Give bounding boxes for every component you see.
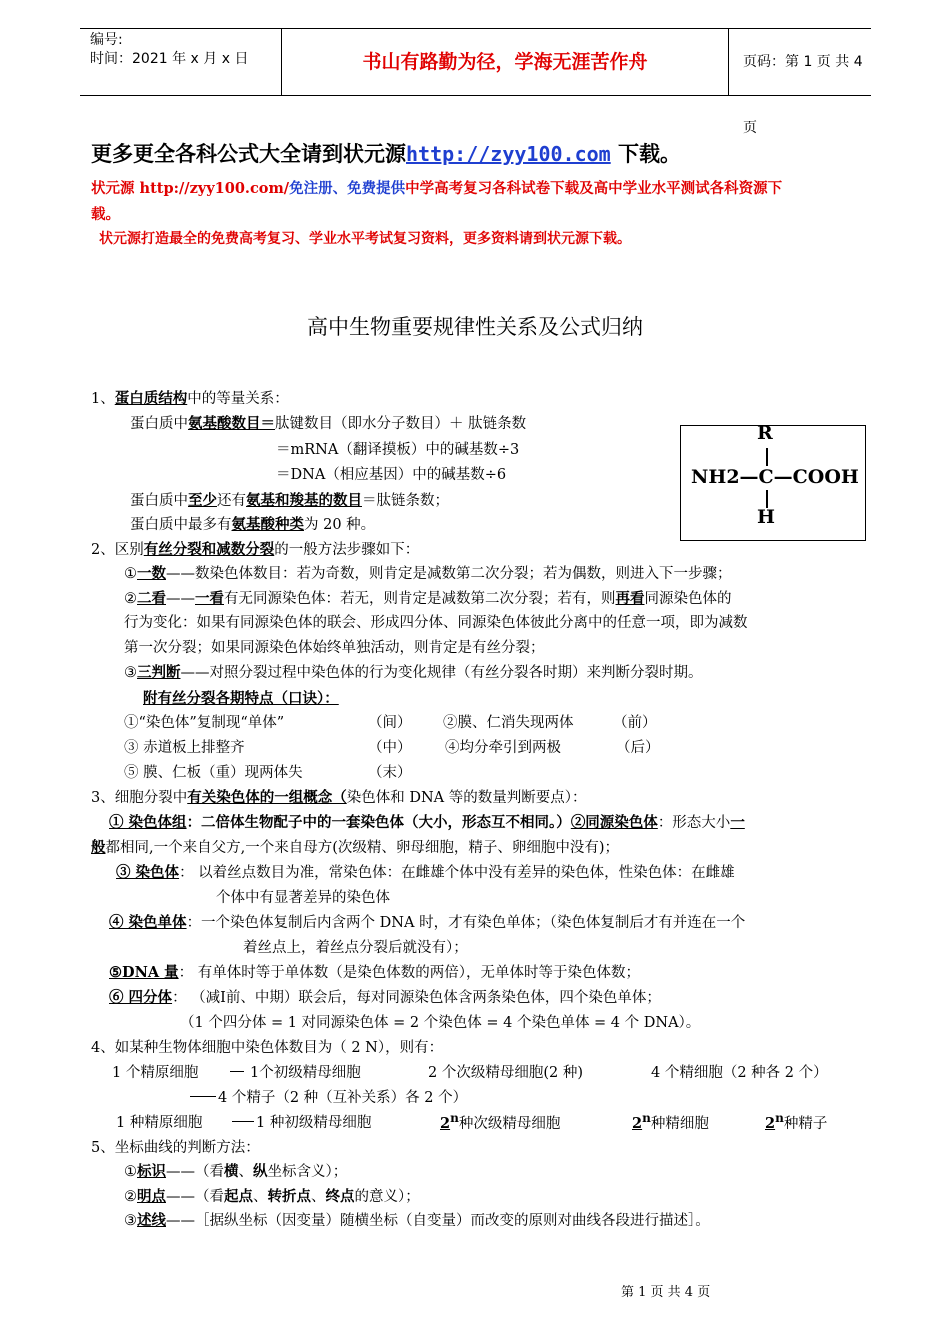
mnemonic-3: ③ 赤道板上排整齐: [124, 740, 245, 756]
promo-line-2: 状元源 http://zyy100.com/免注册、免费提供中学高考复习各科试卷下载及高中学业水平测试各科资源下: [91, 180, 783, 197]
s4-row1-b: 1个初级精母细胞: [250, 1065, 361, 1081]
s3-item-3-line-2: 个体中有显著差异的染色体: [216, 890, 390, 906]
s3-heading: 3、细胞分裂中有关染色体的一组概念（染色体和 DNA 等的数量判断要点）：: [91, 789, 587, 806]
s2-mnemonic-heading: 附有丝分裂各期特点（口诀）：: [143, 690, 339, 707]
mnemonic-3-phase: （中）: [368, 740, 412, 756]
s3-item-4-line-2: 着丝点上，着丝点分裂后就没有）；: [243, 940, 468, 956]
s1-heading: 1、蛋白质结构中的等量关系：: [91, 390, 289, 407]
s3-item-6-line-2: （1 个四分体 = 1 对同源染色体 = 2 个染色体 = 4 个染色单体 = 4 个 DNA）。: [180, 1015, 701, 1031]
s4-row1-c: 2 个次级精母细胞(2 种): [428, 1065, 583, 1081]
s3-item-1: ① 染色体组：二倍体生物配子中的一套染色体（大小，形态互不相同。）②同源染色体：形态大小一: [109, 814, 745, 831]
s5-step-1: ①标识——（看横、纵坐标含义）；: [124, 1163, 348, 1180]
s4-heading: 4、如某种生物体细胞中染色体数目为（ 2 N），则有：: [91, 1040, 444, 1056]
arrow-line-1: [230, 1071, 244, 1072]
number-label: 编号:: [90, 32, 123, 48]
s1-line-3: ＝DNA（相应基因）中的碱基数÷6: [276, 467, 507, 483]
amino-acid-structure: [680, 422, 866, 541]
s4-row3-a: 1 种精原细胞: [116, 1115, 203, 1131]
s2-step-2-line-2: 行为变化：如果有同源染色体的联会、形成四分体、同源染色体彼此分离中的任意一项，即为减数: [124, 615, 748, 631]
s4-row1-d: 4 个精细胞（2 种各 2 个）: [651, 1065, 828, 1081]
header-info-cell: [80, 29, 282, 95]
structure-bond-top: [766, 448, 768, 466]
s3-item-5: ⑤DNA 量： 有单体时等于单体数（是染色体数的两倍），无单体时等于染色体数；: [109, 964, 640, 981]
s2-heading: 2、区别有丝分裂和减数分裂的一般方法步骤如下：: [91, 541, 420, 558]
s4-row3-d: 2$^n$种精细胞: [632, 1111, 709, 1132]
s4-row3-e: 2$^n$种精子: [765, 1111, 828, 1132]
s4-row1-a: 1 个精原细胞: [112, 1065, 199, 1081]
arrow-line-2: [190, 1096, 216, 1097]
header-motto: 书山有路勤为径，学海无涯苦作舟: [282, 29, 729, 95]
s5-step-3: ③述线——［据纵坐标（因变量）随横坐标（自变量）而改变的原则对曲线各段进行描述］。: [124, 1212, 710, 1229]
mnemonic-1-phase: （间）: [368, 715, 412, 731]
promo-title: 更多更全各科公式大全请到状元源http://zyy100.com 下载。: [91, 142, 682, 166]
time-label: 时间：2021 年 x 月 x 日: [90, 51, 249, 67]
s3-item-4: ④ 染色单体：一个染色体复制后内含两个 DNA 时，才有染色单体；（染色体复制后才有并连在一个: [109, 914, 746, 931]
s2-step-2-line-3: 第一次分裂；如果同源染色体始终单独活动，则肯定是有丝分裂；: [124, 640, 545, 656]
mnemonic-5-phase: （末）: [368, 765, 412, 781]
s5-heading: 5、坐标曲线的判断方法：: [91, 1140, 260, 1156]
s3-item-2-line-2: 般都相同,一个来自父方,一个来自母方(次级精、卵母细胞，精子、卵细胞中没有)；: [91, 839, 620, 856]
s1-line-2: ＝mRNA（翻译摸板）中的碱基数÷3: [276, 442, 520, 458]
structure-h: H: [757, 506, 775, 528]
mnemonic-1: ①“染色体”复制现“单体”: [124, 715, 285, 731]
s2-step-1: ①一数——数染色体数目：若为奇数，则肯定是减数第二次分裂；若为偶数，则进入下一步骤；: [124, 565, 732, 582]
promo-line-3: 载。: [91, 206, 120, 223]
s1-line-5: 蛋白质中最多有氨基酸种类为 20 种。: [130, 516, 376, 533]
s4-row3-b: 1 种初级精母细胞: [256, 1115, 372, 1131]
document-title: 高中生物重要规律性关系及公式归纳: [307, 315, 643, 339]
structure-r: R: [757, 422, 773, 444]
s4-row3-c: 2$^n$种次级精母细胞: [440, 1111, 561, 1132]
mnemonic-2-phase: （前）: [613, 715, 657, 731]
s2-step-2: ②二看——一看有无同源染色体：若无，则肯定是减数第二次分裂；若有，则再看同源染色体的: [124, 590, 732, 607]
s1-line-1: 蛋白质中氨基酸数目＝肽键数目（即水分子数目）＋ 肽链条数: [130, 415, 527, 432]
s1-line-4: 蛋白质中至少还有氨基和羧基的数目＝肽链条数；: [130, 492, 449, 509]
s5-step-2: ②明点——（看起点、转折点、终点的意义）；: [124, 1188, 420, 1205]
mnemonic-2: ②膜、仁消失现两体: [443, 715, 574, 731]
promo-line-4: 状元源打造最全的免费高考复习、学业水平考试复习资料，更多资料请到状元源下载。: [99, 231, 631, 247]
mnemonic-4-phase: （后）: [616, 740, 660, 756]
header-page-label: 页码：第 1 页 共 4 页: [743, 54, 863, 136]
s2-step-3: ③三判断——对照分裂过程中染色体的行为变化规律（有丝分裂各时期）来判断分裂时期。: [124, 664, 703, 681]
mnemonic-4: ④均分牵引到两极: [445, 740, 561, 756]
page-header: [80, 28, 871, 136]
promo-link[interactable]: http://zyy100.com: [406, 142, 611, 166]
arrow-line-3: [232, 1121, 254, 1122]
s4-row2: 4 个精子（2 种（互补关系）各 2 个）: [218, 1090, 468, 1106]
s3-item-3: ③ 染色体： 以着丝点数目为准，常染色体：在雌雄个体中没有差异的染色体，性染色体：在雌雄: [116, 864, 735, 881]
mnemonic-5: ⑤ 膜、仁板（重）现两体失: [124, 765, 303, 781]
s3-item-6: ⑥ 四分体： （减Ⅰ前、中期）联会后，每对同源染色体含两条染色体，四个染色单体；: [109, 989, 661, 1006]
structure-main-chain: NH2—C—COOH: [691, 466, 859, 488]
page-footer: 第 1 页 共 4 页: [621, 1285, 711, 1300]
